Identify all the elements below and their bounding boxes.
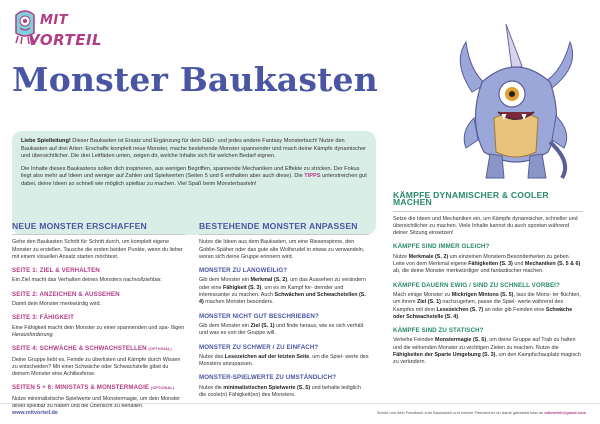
logo-text-mit: MIT [40, 13, 69, 28]
question-heading: KÄMPFE SIND IMMER GLEICH? [393, 243, 490, 251]
logo-text-vorteil: VORTEIL [28, 31, 103, 49]
footer [0, 403, 600, 424]
email-link[interactable]: mitvorteil@gmail.com [544, 410, 586, 415]
section-heading: SEITE 4: SCHWÄCHE & SCHWACHSTELLEN (OPTIONAL) [12, 345, 172, 353]
section-heading: SEITE 3: FÄHIGKEIT [12, 314, 74, 322]
website-link[interactable]: www.mitvorteil.de [12, 410, 58, 416]
page-title: Monster Baukasten [12, 60, 378, 99]
monster-illustration-icon [452, 22, 580, 182]
question-heading: MONSTER ZU LANGWEILIG? [199, 267, 288, 275]
intro-box [12, 131, 376, 235]
divider [12, 234, 185, 235]
tips-keyword: TIPPS [304, 173, 321, 180]
question-heading: KÄMPFE SIND ZU STATISCH? [393, 327, 484, 335]
question-heading: MONSTER ZU SCHWER / ZU EINFACH? [199, 343, 319, 351]
column-heading: KÄMPFE DYNAMISCHER & COOLER MACHEN [393, 190, 549, 208]
section-heading: SEITE 1: ZIEL & VERHALTEN [12, 267, 100, 275]
column-heading: NEUE MONSTER ERSCHAFFEN [12, 221, 147, 231]
feedback-note: Sende uns dein Feedback zum Baukasten und welche Fleeviecher du damit gebastelt hast an mitvorteil@gmail.com [376, 410, 586, 415]
section-heading: SEITE 2: ANZEICHEN & AUSSEHEN [12, 290, 120, 298]
intro-paragraph-1: Liebe Spielleitung! Dieser Baukasten ist Ersatz und Ergänzung für dein D&D- und jedes andere Fantasy Monsterbuch! Nutze den Baukasten auf drei Arten: Erschaffe komplett neue Monster, mache bestehende Monster spannender und mach deine Kämpfe dynamischer und übersichtlicher. Die drei Leitfäden unten, zeigen dir, welche Inhalte sich für welchen Bedarf eignen. [21, 138, 367, 160]
question-heading: MONSTER NICHT GUT BESCHRIEBEN? [199, 312, 319, 320]
intro-paragraph-2: Die Inhalte dieses Baukastens sollen dich inspirieren, aus wenigen Begriffen, spannende Mechaniken und Effekte zu stricken. Der Fokus liegt also mehr auf Ideen und weniger auf Zahlen und Spielwerten (Seiten 5 und 6 enthalten aber auch diese). Die TIPPS unterstreichen gut dabei, deine Ideen so schnell wie möglich spielbar zu machen. Viel Spaß beim Monsterbasteln! [21, 165, 367, 187]
brand-logo[interactable] [12, 5, 104, 53]
column-dynamic-fights: KÄMPFE DYNAMISCHER & COOLER MACHEN Setze die Ideen und Mechaniken ein, um Kämpfe dynamischer, schneller und übersichtlicher zu machen. Viele Inhalte kannst du auch spontan während deiner Sitzung einsetzen! KÄMPFE SIND IMMER GLEICH? Nutze Merkmale (S. 2) um einzelnen Monstern Besonderheiten zu geben. Leite von dem Merkmal eigene Fähigkeiten (S. 3) und Mechaniken (S. 5 & 6) ab, die deine Monster merkwürdiger und fantastischer machen. KÄMPFE DAUERN EWIG / SIND ZU SCHNELL VORBEI? Mach einige Monster zu Mickrigen Minions (S. 5), lass die Mons- ter flüchten, um ihrem Ziel (S. 1) nachzugehen, passe die Spiel- werte während des Kampfes mit dem Lesezeichen (S. 7) an oder gib Feinden eine Schwäche oder Schwachstelle (S. 4). KÄMPFE SIND ZU STATISCH? Verleihe Feinden Monstermagie (S. 6), um deine Gruppe auf Trab zu halten und die wirkenden Monster zu wichtigen Zielen zu machen. Nutze die Fähigkeiten der Sparte Umgebung (S. 3), um den Kampfschauplatz magisch zu verändern. [393, 192, 583, 373]
divider [393, 211, 583, 212]
divider [199, 234, 369, 235]
question-heading: KÄMPFE DAUERN EWIG / SIND ZU SCHNELL VORBEI? [393, 281, 560, 289]
question-heading: MONSTER-SPIELWERTE ZU UMSTÄNDLICH? [199, 374, 337, 382]
section-heading: SEITEN 5 + 6: MINISTATS & MONSTERMAGIE (OPTIONAL) [12, 384, 175, 392]
column-new-monsters: NEUE MONSTER ERSCHAFFEN Gehe den Baukasten Schritt für Schritt durch, um komplett eigene Monster zu erstellen. Tausche die ersten beiden Punkte, wenn du lieber mit einem visuellen Ansatz starten möchtest. SEITE 1: ZIEL & VERHALTEN Ein Ziel macht das Verhalten deines Monsters nachvollziehbar. SEITE 2: ANZEICHEN & AUSSEHEN Damit dein Monster merkwürdig wird. SEITE 3: FÄHIGKEIT Eine Fähigkeit macht dein Monster zu einer spannenden und spa- ßigen Herausforderung. SEITE 4: SCHWÄCHE & SCHWACHSTELLEN (OPTIONAL) Deine Gruppe liebt es, Feinde zu überlisten und Kämpfe durch Wissen zu entscheiden? Mit einer Schwäche oder Schwachstelle gibst du deinem Monster eine Achillesferse. SEITEN 5 + 6: MINISTATS & MONSTERMAGIE (OPTIONAL) Nutze minimalistische Spielwerte und Monstermagie, um dein Monster direkt spielbar zu haben und die Übersicht zu behalten. [12, 221, 185, 410]
column-adapt-monsters: BESTEHENDE MONSTER ANPASSEN Nutze die Ideen aus dem Baukasten, um eine Riesenspinne, den Goblin-Späher oder das gute alte Wolfsrudel in etwas zu verwandeln, woran sich deine Gruppe erinnern wird. MONSTER ZU LANGWEILIG? Gib dem Monster ein Merkmal (S. 2), um das Aussehen zu verändern oder eine Fähigkeit (S. 3), um es im Kampf for- dernder und interessanter zu machen. Auch Schwächen und Schwachstellen (S. 4) machen Monster besonders. MONSTER NICHT GUT BESCHRIEBEN? Gib dem Monster ein Ziel (S. 1) und finde heraus, wie es sich verhält und was es von der Gruppe will. MONSTER ZU SCHWER / ZU EINFACH? Nutze das Lesezeichen auf der letzten Seite, um die Spiel- werte des Monsters anzupassen. MONSTER-SPIELWERTE ZU UMSTÄNDLICH? Nutze die minimalistischen Spielwerte (S. 5) und behalte lediglich die coole(n) Fähigkeit(en) des Monsters. [199, 221, 369, 399]
column-heading: BESTEHENDE MONSTER ANPASSEN [199, 221, 358, 231]
